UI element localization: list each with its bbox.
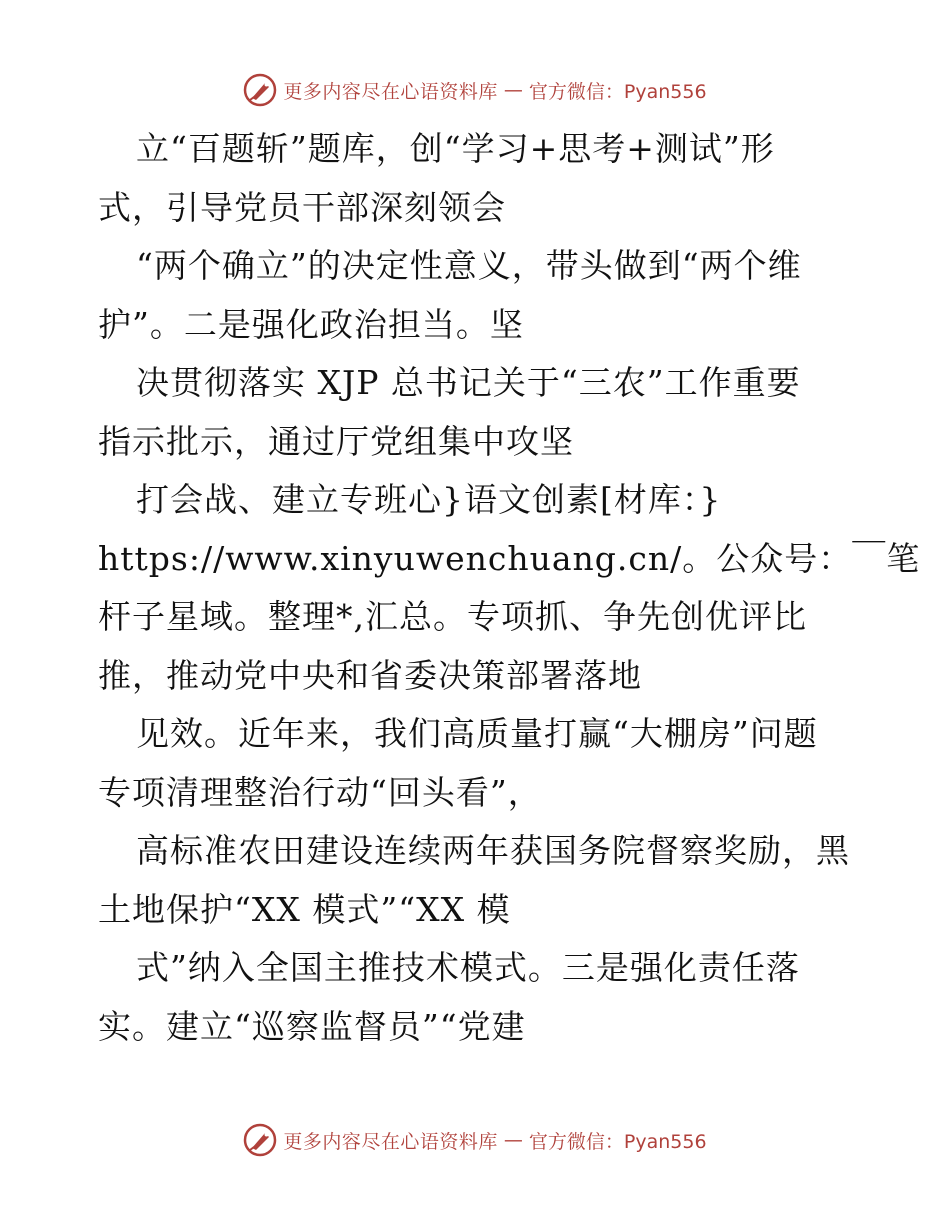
- text-line: 式”纳入全国主推技术模式。三是强化责任落: [136, 948, 800, 987]
- pen-nib-logo-icon: [243, 1123, 277, 1157]
- text-line: “两个确立”的决定性意义，带头做到“两个维: [136, 246, 802, 285]
- text-line: 推，推动党中央和省委决策部署落地: [98, 655, 642, 695]
- text-line: 打会战、建立专班心}语文创素[材库：}: [136, 480, 722, 519]
- text-line: 见效。近年来，我们高质量打赢“大棚房”问题: [136, 714, 818, 753]
- header-banner-contact: 官方微信：Pyan556: [528, 80, 707, 103]
- text-line: 决贯彻落实 XJP 总书记关于“三农”工作重要: [136, 363, 801, 402]
- footer-banner-text: 更多内容尽在心语资料库: [283, 1130, 498, 1153]
- footer-watermark-banner: [0, 1120, 950, 1160]
- pen-nib-logo-icon: [243, 73, 277, 107]
- text-line: 高标准农田建设连续两年获国务院督察奖励，黑: [136, 831, 850, 870]
- header-banner-text: 更多内容尽在心语资料库: [283, 80, 498, 103]
- text-line: 实。建立“巡察监督员”“党建: [98, 1006, 526, 1046]
- header-banner-separator: —: [503, 79, 523, 101]
- text-line: 立“百题斩”题库，创“学习+思考+测试”形: [136, 129, 775, 168]
- text-line: 护”。二是强化政治担当。坚: [98, 304, 524, 344]
- document-body: [98, 120, 921, 1056]
- text-line: 指示批示，通过厅党组集中攻坚: [98, 421, 574, 461]
- text-line: https://www.xinyuwenchuang.cn/。公众号：￣笔: [98, 538, 921, 578]
- header-watermark-banner: [0, 70, 950, 110]
- text-line: 土地保护“XX 模式”“XX 模: [98, 889, 511, 929]
- text-line: 杆子星域。整理*,汇总。专项抓、争先创优评比: [98, 597, 807, 636]
- text-line: 式，引导党员干部深刻领会: [98, 187, 506, 227]
- text-line: 专项清理整治行动“回头看”，: [98, 772, 542, 812]
- footer-banner-contact: 官方微信：Pyan556: [528, 1130, 707, 1153]
- footer-banner-separator: —: [503, 1129, 523, 1151]
